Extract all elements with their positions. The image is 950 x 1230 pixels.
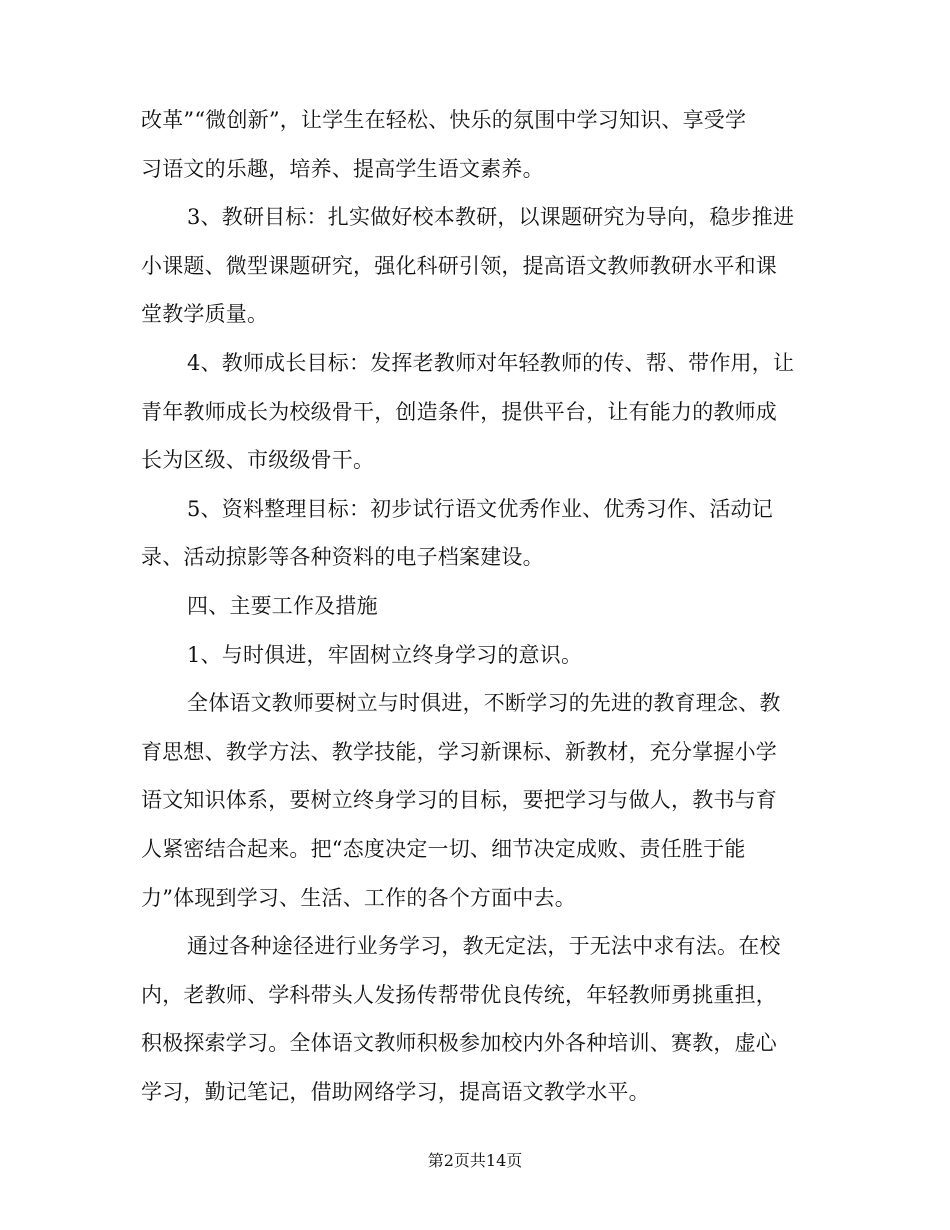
text-line: 育思想、教学方法、教学技能，学习新课标、新教材，充分掌握小学 [141, 739, 777, 764]
text-line: 全体语文教师要树立与时俱进，不断学习的先进的教育理念、教 [187, 691, 781, 716]
text-line: 积极探索学习。全体语文教师积极参加校内外各种培训、赛教，虚心 [141, 1031, 777, 1056]
text-line: 小课题、微型课题研究，强化科研引领，提高语文教师教研水平和课 [141, 253, 777, 278]
text-line: 内，老教师、学科带头人发扬传帮带优良传统，年轻教师勇挑重担， [141, 982, 777, 1007]
text-line: 5、资料整理目标：初步试行语文优秀作业、优秀习作、活动记 [187, 496, 773, 521]
text-line: 4、教师成长目标：发挥老教师对年轻教师的传、帮、带作用，让 [187, 350, 795, 375]
text-line: 通过各种途径进行业务学习，教无定法，于无法中求有法。在校 [187, 934, 781, 959]
text-line: 堂教学质量。 [141, 302, 269, 327]
text-line: 人紧密结合起来。把“态度决定一切、细节决定成败、责任胜于能 [141, 836, 746, 861]
text-line: 录、活动掠影等各种资料的电子档案建设。 [141, 545, 544, 570]
text-line: 语文知识体系，要树立终身学习的目标，要把学习与做人，教书与育 [141, 788, 777, 813]
text-line: 长为区级、市级级骨干。 [141, 448, 375, 473]
text-line: 习语文的乐趣，培养、提高学生语文素养。 [141, 156, 544, 181]
text-line: 学习，勤记笔记，借助网络学习，提高语文教学水平。 [141, 1079, 650, 1104]
page-number: 第2页共14页 [427, 1151, 523, 1170]
body-text [141, 96, 811, 1116]
text-line: 3、教研目标：扎实做好校本教研，以课题研究为导向，稳步推进 [187, 205, 795, 230]
text-line: 力”体现到学习、生活、工作的各个方面中去。 [141, 885, 576, 910]
text-line: 改革”“微创新”，让学生在轻松、快乐的氛围中学习知识、享受学 [141, 108, 747, 132]
subsection-heading: 1、与时俱进，牢固树立终身学习的意识。 [187, 642, 583, 667]
text-line: 青年教师成长为校级骨干，创造条件，提供平台，让有能力的教师成 [141, 399, 777, 424]
section-heading: 四、主要工作及措施 [187, 593, 378, 618]
